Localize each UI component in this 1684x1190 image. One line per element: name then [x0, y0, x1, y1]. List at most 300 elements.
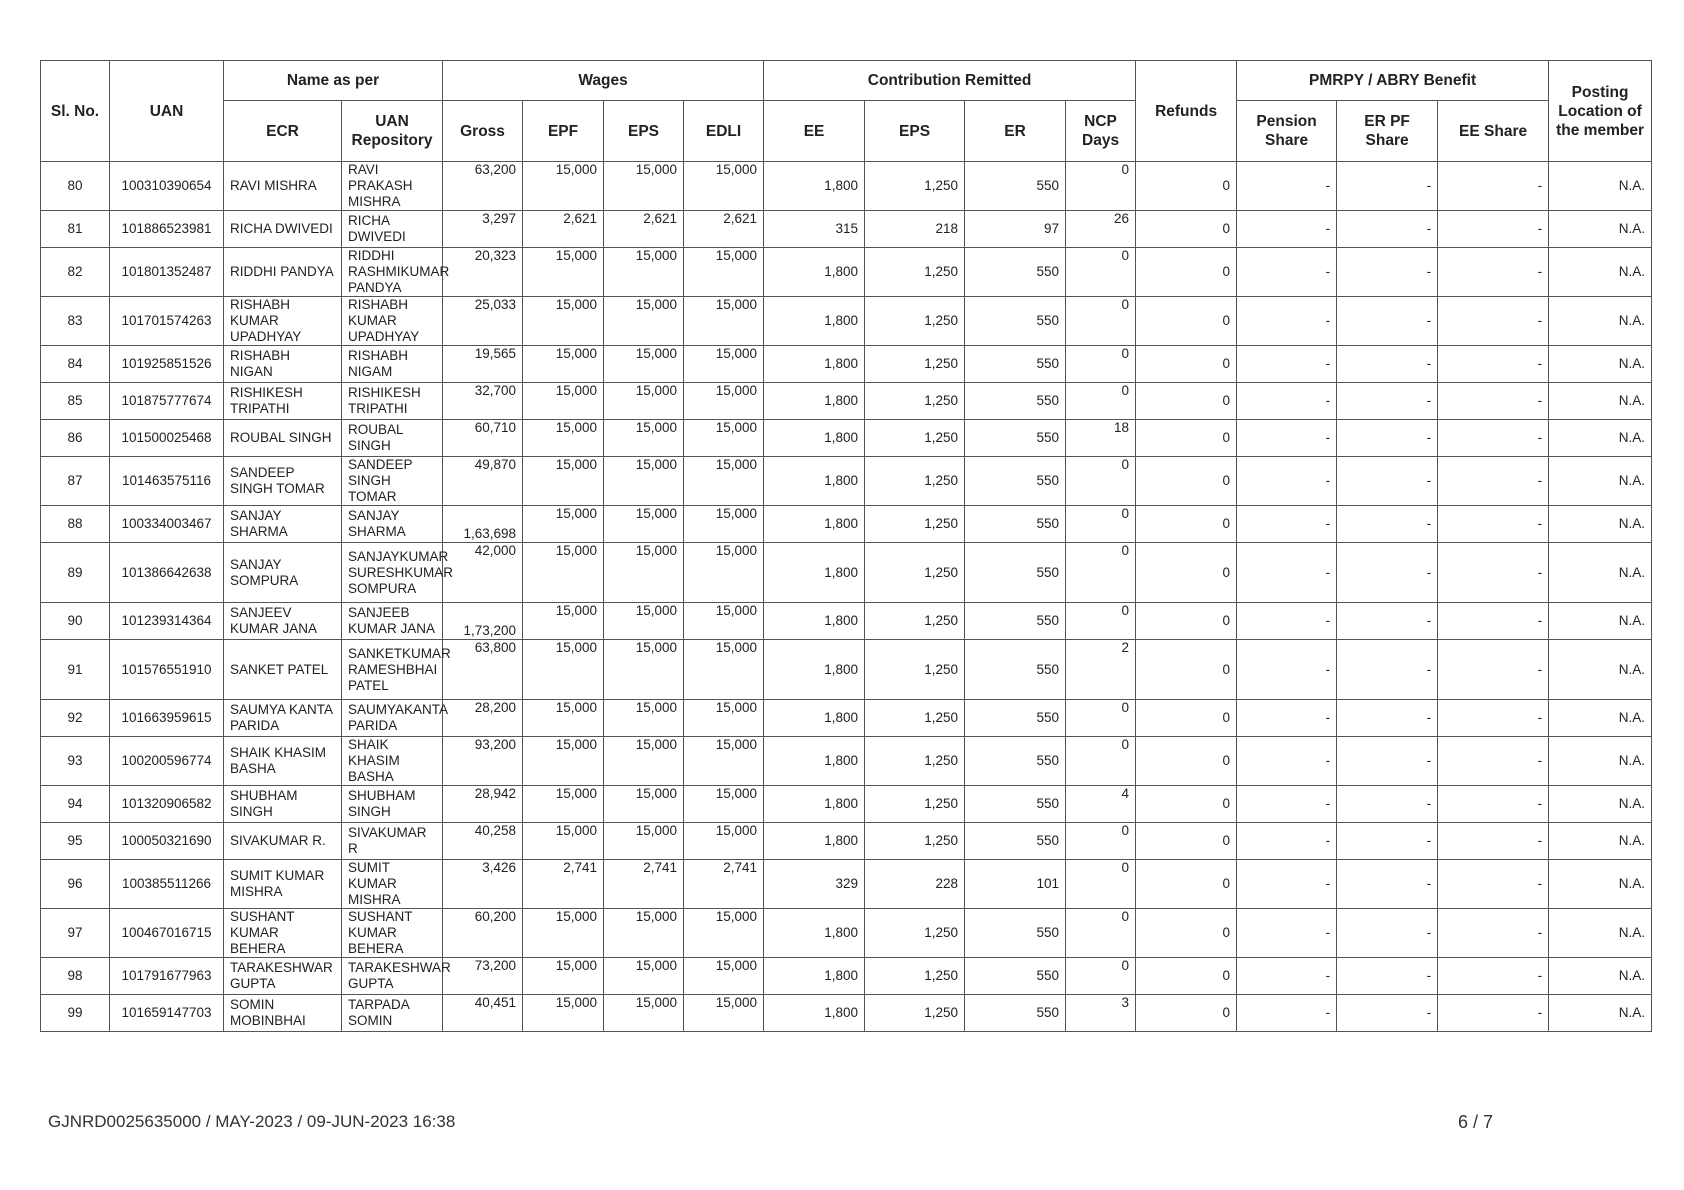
cell-ee: 1,800: [764, 823, 865, 860]
cell-ecr-name: SANJEEV KUMAR JANA: [224, 603, 342, 640]
cell-pension-share: -: [1237, 786, 1337, 823]
cell-eps-contribution: 1,250: [865, 162, 965, 211]
cell-er: 550: [965, 700, 1066, 737]
cell-ncp-days: 0: [1066, 603, 1136, 640]
cell-pension-share: -: [1237, 346, 1337, 383]
cell-ee-share: -: [1438, 346, 1549, 383]
cell-er: 97: [965, 211, 1066, 248]
cell-posting-location: N.A.: [1549, 700, 1652, 737]
cell-epf: 15,000: [523, 457, 604, 506]
cell-sl-no: 96: [41, 860, 110, 909]
cell-er-pf-share: -: [1337, 823, 1438, 860]
cell-ee: 329: [764, 860, 865, 909]
header-uan-repository: UAN Repository: [342, 101, 443, 162]
cell-sl-no: 95: [41, 823, 110, 860]
cell-eps: 2,741: [604, 860, 684, 909]
cell-sl-no: 86: [41, 420, 110, 457]
cell-gross: 40,258: [443, 823, 523, 860]
cell-eps: 15,000: [604, 640, 684, 700]
cell-ncp-days: 0: [1066, 383, 1136, 420]
cell-eps: 15,000: [604, 909, 684, 958]
cell-ecr-name: SOMIN MOBINBHAI: [224, 995, 342, 1032]
cell-ee-share: -: [1438, 248, 1549, 297]
cell-pension-share: -: [1237, 737, 1337, 786]
cell-refunds: 0: [1136, 995, 1237, 1032]
cell-ee: 1,800: [764, 603, 865, 640]
cell-er-pf-share: -: [1337, 383, 1438, 420]
cell-sl-no: 87: [41, 457, 110, 506]
table-row: [41, 700, 1652, 737]
cell-refunds: 0: [1136, 700, 1237, 737]
cell-epf: 15,000: [523, 543, 604, 603]
cell-ee: 1,800: [764, 786, 865, 823]
cell-epf: 15,000: [523, 737, 604, 786]
cell-edli: 15,000: [684, 737, 764, 786]
table-row: [41, 909, 1652, 958]
cell-epf: 15,000: [523, 958, 604, 995]
cell-er-pf-share: -: [1337, 958, 1438, 995]
cell-gross: 1,73,200: [443, 603, 523, 640]
cell-uan: 101239314364: [110, 603, 224, 640]
cell-gross: 49,870: [443, 457, 523, 506]
cell-uan: 100385511266: [110, 860, 224, 909]
cell-posting-location: N.A.: [1549, 297, 1652, 346]
cell-ee: 1,800: [764, 995, 865, 1032]
cell-edli: 15,000: [684, 786, 764, 823]
table-row: [41, 420, 1652, 457]
ecr-contribution-table: [40, 60, 1652, 1032]
cell-eps-contribution: 1,250: [865, 909, 965, 958]
cell-posting-location: N.A.: [1549, 248, 1652, 297]
cell-eps: 15,000: [604, 248, 684, 297]
cell-ee-share: -: [1438, 383, 1549, 420]
cell-edli: 2,621: [684, 211, 764, 248]
table-row: [41, 860, 1652, 909]
cell-uan: 101463575116: [110, 457, 224, 506]
cell-uan: 101320906582: [110, 786, 224, 823]
cell-refunds: 0: [1136, 737, 1237, 786]
cell-repository-name: SHAIK KHASIM BASHA: [342, 737, 443, 786]
cell-ncp-days: 4: [1066, 786, 1136, 823]
cell-posting-location: N.A.: [1549, 909, 1652, 958]
cell-eps-contribution: 1,250: [865, 786, 965, 823]
cell-eps-contribution: 1,250: [865, 543, 965, 603]
cell-sl-no: 94: [41, 786, 110, 823]
table-row: [41, 823, 1652, 860]
header-contribution-remitted: Contribution Remitted: [764, 61, 1136, 101]
cell-ee: 1,800: [764, 248, 865, 297]
header-name-as-per: Name as per: [224, 61, 443, 101]
cell-gross: 63,200: [443, 162, 523, 211]
cell-eps: 15,000: [604, 420, 684, 457]
cell-er-pf-share: -: [1337, 640, 1438, 700]
cell-edli: 15,000: [684, 297, 764, 346]
cell-eps: 15,000: [604, 700, 684, 737]
cell-ee-share: -: [1438, 603, 1549, 640]
cell-pension-share: -: [1237, 909, 1337, 958]
cell-er-pf-share: -: [1337, 162, 1438, 211]
cell-ncp-days: 0: [1066, 457, 1136, 506]
cell-ecr-name: SUSHANT KUMAR BEHERA: [224, 909, 342, 958]
cell-eps: 15,000: [604, 995, 684, 1032]
cell-edli: 15,000: [684, 383, 764, 420]
cell-eps: 15,000: [604, 162, 684, 211]
cell-pension-share: -: [1237, 995, 1337, 1032]
cell-posting-location: N.A.: [1549, 860, 1652, 909]
cell-uan: 100310390654: [110, 162, 224, 211]
cell-gross: 1,63,698: [443, 506, 523, 543]
cell-ee-share: -: [1438, 506, 1549, 543]
cell-eps-contribution: 1,250: [865, 737, 965, 786]
cell-ncp-days: 0: [1066, 506, 1136, 543]
table-header: [41, 61, 1652, 162]
cell-er-pf-share: -: [1337, 995, 1438, 1032]
cell-epf: 15,000: [523, 603, 604, 640]
cell-repository-name: SIVAKUMAR R: [342, 823, 443, 860]
cell-posting-location: N.A.: [1549, 457, 1652, 506]
cell-er-pf-share: -: [1337, 248, 1438, 297]
cell-eps-contribution: 1,250: [865, 603, 965, 640]
cell-gross: 28,942: [443, 786, 523, 823]
cell-ee: 1,800: [764, 909, 865, 958]
cell-ee-share: -: [1438, 640, 1549, 700]
cell-ee: 1,800: [764, 457, 865, 506]
cell-gross: 19,565: [443, 346, 523, 383]
cell-er: 550: [965, 823, 1066, 860]
cell-ee-share: -: [1438, 860, 1549, 909]
cell-refunds: 0: [1136, 383, 1237, 420]
cell-eps: 15,000: [604, 603, 684, 640]
header-refunds: Refunds: [1136, 61, 1237, 162]
cell-sl-no: 93: [41, 737, 110, 786]
cell-epf: 15,000: [523, 700, 604, 737]
header-ncp-days: NCP Days: [1066, 101, 1136, 162]
cell-repository-name: SUMIT KUMAR MISHRA: [342, 860, 443, 909]
cell-eps: 2,621: [604, 211, 684, 248]
cell-ecr-name: RICHA DWIVEDI: [224, 211, 342, 248]
cell-sl-no: 98: [41, 958, 110, 995]
header-pension-share: Pension Share: [1237, 101, 1337, 162]
cell-ecr-name: SANDEEP SINGH TOMAR: [224, 457, 342, 506]
cell-ee: 1,800: [764, 506, 865, 543]
cell-uan: 101886523981: [110, 211, 224, 248]
cell-er: 550: [965, 640, 1066, 700]
cell-ee: 315: [764, 211, 865, 248]
cell-ecr-name: SANJAY SHARMA: [224, 506, 342, 543]
cell-repository-name: RICHA DWIVEDI: [342, 211, 443, 248]
cell-ncp-days: 0: [1066, 700, 1136, 737]
header-er: ER: [965, 101, 1066, 162]
cell-gross: 73,200: [443, 958, 523, 995]
cell-edli: 15,000: [684, 823, 764, 860]
cell-ee: 1,800: [764, 737, 865, 786]
cell-eps-contribution: 1,250: [865, 383, 965, 420]
cell-uan: 100334003467: [110, 506, 224, 543]
cell-ee-share: -: [1438, 786, 1549, 823]
cell-posting-location: N.A.: [1549, 995, 1652, 1032]
cell-eps-contribution: 228: [865, 860, 965, 909]
cell-ee-share: -: [1438, 995, 1549, 1032]
cell-pension-share: -: [1237, 506, 1337, 543]
cell-ncp-days: 3: [1066, 995, 1136, 1032]
cell-sl-no: 80: [41, 162, 110, 211]
cell-er-pf-share: -: [1337, 211, 1438, 248]
cell-ncp-days: 18: [1066, 420, 1136, 457]
table-row: [41, 346, 1652, 383]
header-sl-no: Sl. No.: [41, 61, 110, 162]
table-row: [41, 543, 1652, 603]
cell-ncp-days: 0: [1066, 248, 1136, 297]
cell-refunds: 0: [1136, 211, 1237, 248]
cell-edli: 15,000: [684, 543, 764, 603]
cell-er: 550: [965, 603, 1066, 640]
cell-gross: 32,700: [443, 383, 523, 420]
cell-edli: 2,741: [684, 860, 764, 909]
cell-ecr-name: SUMIT KUMAR MISHRA: [224, 860, 342, 909]
cell-uan: 100200596774: [110, 737, 224, 786]
cell-uan: 100050321690: [110, 823, 224, 860]
cell-ee: 1,800: [764, 958, 865, 995]
cell-refunds: 0: [1136, 860, 1237, 909]
cell-ecr-name: RIDDHI PANDYA: [224, 248, 342, 297]
cell-refunds: 0: [1136, 958, 1237, 995]
cell-ee-share: -: [1438, 909, 1549, 958]
cell-eps-contribution: 1,250: [865, 297, 965, 346]
cell-edli: 15,000: [684, 506, 764, 543]
cell-refunds: 0: [1136, 543, 1237, 603]
cell-ncp-days: 0: [1066, 737, 1136, 786]
table-row: [41, 457, 1652, 506]
cell-eps-contribution: 1,250: [865, 640, 965, 700]
cell-edli: 15,000: [684, 603, 764, 640]
cell-eps-contribution: 1,250: [865, 506, 965, 543]
cell-ee-share: -: [1438, 420, 1549, 457]
cell-eps: 15,000: [604, 543, 684, 603]
cell-uan: 101659147703: [110, 995, 224, 1032]
cell-ee-share: -: [1438, 737, 1549, 786]
cell-gross: 28,200: [443, 700, 523, 737]
cell-gross: 3,297: [443, 211, 523, 248]
cell-epf: 2,621: [523, 211, 604, 248]
header-gross: Gross: [443, 101, 523, 162]
table-row: [41, 603, 1652, 640]
cell-edli: 15,000: [684, 909, 764, 958]
cell-eps: 15,000: [604, 383, 684, 420]
header-pmrpy-abry: PMRPY / ABRY Benefit: [1237, 61, 1549, 101]
cell-eps: 15,000: [604, 457, 684, 506]
cell-ee: 1,800: [764, 162, 865, 211]
cell-pension-share: -: [1237, 383, 1337, 420]
cell-ncp-days: 0: [1066, 162, 1136, 211]
cell-posting-location: N.A.: [1549, 211, 1652, 248]
cell-epf: 15,000: [523, 383, 604, 420]
cell-pension-share: -: [1237, 860, 1337, 909]
footer-reference: GJNRD0025635000 / MAY-2023 / 09-JUN-2023 16:38: [48, 1112, 456, 1131]
cell-repository-name: TARAKESHWAR GUPTA: [342, 958, 443, 995]
cell-eps: 15,000: [604, 958, 684, 995]
cell-epf: 15,000: [523, 640, 604, 700]
cell-eps-contribution: 1,250: [865, 420, 965, 457]
page-number: 6 / 7: [1458, 1112, 1494, 1132]
cell-er: 550: [965, 248, 1066, 297]
cell-uan: 101791677963: [110, 958, 224, 995]
cell-ee: 1,800: [764, 543, 865, 603]
cell-ee-share: -: [1438, 297, 1549, 346]
cell-gross: 60,200: [443, 909, 523, 958]
cell-epf: 15,000: [523, 162, 604, 211]
table-row: [41, 958, 1652, 995]
cell-er-pf-share: -: [1337, 346, 1438, 383]
cell-posting-location: N.A.: [1549, 383, 1652, 420]
cell-repository-name: SAUMYAKANTA PARIDA: [342, 700, 443, 737]
cell-uan: 101801352487: [110, 248, 224, 297]
cell-er: 550: [965, 346, 1066, 383]
cell-refunds: 0: [1136, 297, 1237, 346]
cell-uan: 101875777674: [110, 383, 224, 420]
cell-ee-share: -: [1438, 823, 1549, 860]
cell-ecr-name: SIVAKUMAR R.: [224, 823, 342, 860]
cell-pension-share: -: [1237, 823, 1337, 860]
cell-ee-share: -: [1438, 457, 1549, 506]
table-row: [41, 383, 1652, 420]
cell-sl-no: 90: [41, 603, 110, 640]
cell-edli: 15,000: [684, 420, 764, 457]
cell-uan: 101701574263: [110, 297, 224, 346]
cell-gross: 20,323: [443, 248, 523, 297]
cell-eps-contribution: 1,250: [865, 248, 965, 297]
cell-pension-share: -: [1237, 700, 1337, 737]
cell-posting-location: N.A.: [1549, 603, 1652, 640]
table-row: [41, 162, 1652, 211]
cell-epf: 15,000: [523, 506, 604, 543]
cell-ncp-days: 0: [1066, 958, 1136, 995]
cell-ee-share: -: [1438, 700, 1549, 737]
cell-repository-name: SANJAYKUMAR SURESHKUMAR SOMPURA: [342, 543, 443, 603]
cell-uan: 101663959615: [110, 700, 224, 737]
cell-sl-no: 85: [41, 383, 110, 420]
cell-sl-no: 81: [41, 211, 110, 248]
cell-repository-name: RIDDHI RASHMIKUMAR PANDYA: [342, 248, 443, 297]
cell-gross: 40,451: [443, 995, 523, 1032]
cell-refunds: 0: [1136, 603, 1237, 640]
cell-er: 550: [965, 995, 1066, 1032]
table-body: [41, 162, 1652, 1032]
cell-eps-contribution: 1,250: [865, 700, 965, 737]
cell-epf: 15,000: [523, 420, 604, 457]
cell-epf: 2,741: [523, 860, 604, 909]
table-row: [41, 506, 1652, 543]
cell-er: 550: [965, 162, 1066, 211]
cell-refunds: 0: [1136, 346, 1237, 383]
cell-posting-location: N.A.: [1549, 543, 1652, 603]
table-row: [41, 297, 1652, 346]
cell-gross: 25,033: [443, 297, 523, 346]
cell-ecr-name: ROUBAL SINGH: [224, 420, 342, 457]
cell-sl-no: 99: [41, 995, 110, 1032]
cell-posting-location: N.A.: [1549, 823, 1652, 860]
table-row: [41, 995, 1652, 1032]
header-ecr: ECR: [224, 101, 342, 162]
cell-edli: 15,000: [684, 958, 764, 995]
cell-eps-contribution: 1,250: [865, 457, 965, 506]
header-wages: Wages: [443, 61, 764, 101]
cell-edli: 15,000: [684, 346, 764, 383]
cell-sl-no: 82: [41, 248, 110, 297]
cell-eps-contribution: 1,250: [865, 995, 965, 1032]
cell-ecr-name: RISHIKESH TRIPATHI: [224, 383, 342, 420]
header-epf: EPF: [523, 101, 604, 162]
cell-repository-name: ROUBAL SINGH: [342, 420, 443, 457]
cell-ecr-name: RAVI MISHRA: [224, 162, 342, 211]
cell-er: 550: [965, 958, 1066, 995]
cell-refunds: 0: [1136, 420, 1237, 457]
cell-repository-name: SANJEEB KUMAR JANA: [342, 603, 443, 640]
cell-sl-no: 97: [41, 909, 110, 958]
cell-edli: 15,000: [684, 457, 764, 506]
cell-er-pf-share: -: [1337, 909, 1438, 958]
cell-refunds: 0: [1136, 823, 1237, 860]
cell-epf: 15,000: [523, 248, 604, 297]
cell-epf: 15,000: [523, 346, 604, 383]
cell-ncp-days: 2: [1066, 640, 1136, 700]
cell-pension-share: -: [1237, 958, 1337, 995]
cell-pension-share: -: [1237, 457, 1337, 506]
cell-sl-no: 92: [41, 700, 110, 737]
cell-edli: 15,000: [684, 995, 764, 1032]
cell-er-pf-share: -: [1337, 860, 1438, 909]
header-ee-share: EE Share: [1438, 101, 1549, 162]
cell-ee: 1,800: [764, 297, 865, 346]
cell-edli: 15,000: [684, 640, 764, 700]
cell-er: 550: [965, 506, 1066, 543]
cell-er-pf-share: -: [1337, 603, 1438, 640]
cell-er: 550: [965, 457, 1066, 506]
cell-ecr-name: SHUBHAM SINGH: [224, 786, 342, 823]
cell-repository-name: RAVI PRAKASH MISHRA: [342, 162, 443, 211]
cell-edli: 15,000: [684, 700, 764, 737]
cell-repository-name: SANDEEP SINGH TOMAR: [342, 457, 443, 506]
cell-er-pf-share: -: [1337, 700, 1438, 737]
cell-ee: 1,800: [764, 346, 865, 383]
cell-ecr-name: SAUMYA KANTA PARIDA: [224, 700, 342, 737]
cell-er: 550: [965, 737, 1066, 786]
cell-ncp-days: 0: [1066, 297, 1136, 346]
cell-repository-name: SHUBHAM SINGH: [342, 786, 443, 823]
cell-repository-name: RISHABH NIGAM: [342, 346, 443, 383]
cell-eps: 15,000: [604, 737, 684, 786]
cell-uan: 101386642638: [110, 543, 224, 603]
cell-gross: 42,000: [443, 543, 523, 603]
cell-repository-name: SANKETKUMAR RAMESHBHAI PATEL: [342, 640, 443, 700]
cell-refunds: 0: [1136, 786, 1237, 823]
cell-sl-no: 89: [41, 543, 110, 603]
cell-pension-share: -: [1237, 297, 1337, 346]
table-row: [41, 211, 1652, 248]
cell-er: 550: [965, 909, 1066, 958]
cell-er-pf-share: -: [1337, 786, 1438, 823]
cell-ee: 1,800: [764, 700, 865, 737]
cell-epf: 15,000: [523, 297, 604, 346]
cell-uan: 101500025468: [110, 420, 224, 457]
cell-er: 550: [965, 420, 1066, 457]
header-ee: EE: [764, 101, 865, 162]
table-row: [41, 248, 1652, 297]
cell-er-pf-share: -: [1337, 297, 1438, 346]
cell-eps-contribution: 1,250: [865, 958, 965, 995]
cell-er: 101: [965, 860, 1066, 909]
cell-ee: 1,800: [764, 640, 865, 700]
cell-sl-no: 88: [41, 506, 110, 543]
